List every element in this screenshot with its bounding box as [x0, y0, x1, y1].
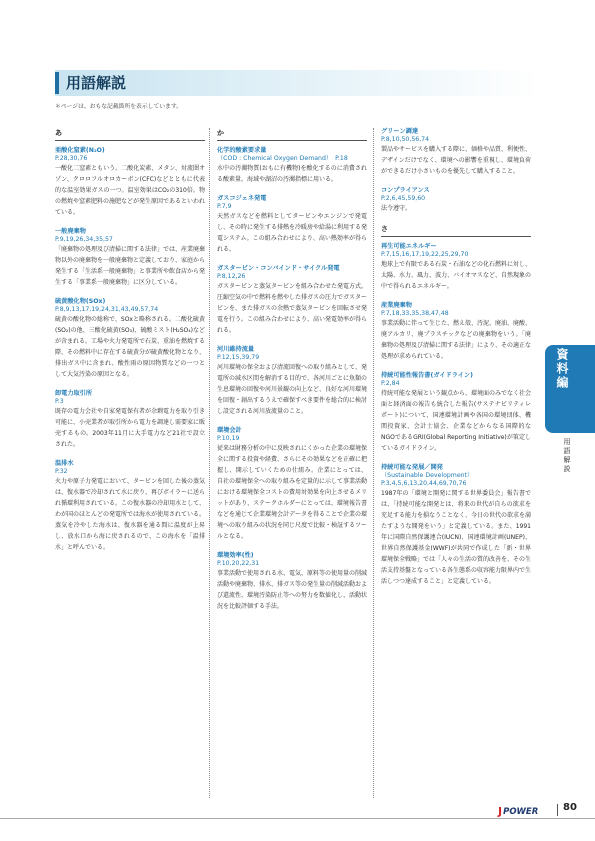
glossary-pages: P.8,9,13,17,19,24,31,43,49,57,74: [55, 306, 159, 313]
column-divider: [209, 128, 210, 798]
glossary-pages: （Sustainable Development） P.3,4,5,6,13,20,44,69,70,76: [381, 472, 477, 487]
glossary-description: 法令遵守。: [381, 205, 412, 212]
glossary-description: 河川環境の保全および清流回復への取り組みとして、発電所の減水区間を解消する目的で、各河川ごとに魚類の生息環境の回復や河川景観の向上など、良好な河川環境を回復・創出するうえで確保すべき要件を総合的に検討し設定される河川放流量のこと。: [217, 364, 368, 415]
glossary-entry: [217, 427, 367, 542]
glossary-description: 事業活動で使用される水、電気、原料等の使用量の削減活動や廃棄物、排水、排ガス等の発生量の削減活動および還流性、環境汚染防止等への努力を数値化し、活動状況を比較評価する手法。: [217, 570, 368, 610]
glossary-term: 化学的酸素要求量: [217, 147, 267, 154]
footer-rule: [0, 818, 595, 819]
glossary-pages: P.7,18,33,35,38,47,48: [381, 310, 449, 317]
glossary-pages: P.3: [55, 398, 64, 405]
logo-mark-icon: J: [498, 805, 503, 818]
glossary-term: 持続可能性報告書(ガイドライン): [381, 372, 473, 379]
glossary-term: 河川維持流量: [217, 346, 255, 353]
glossary-entry: [381, 464, 531, 587]
glossary-description: 地球上で有限である石炭・石油などの化石燃料に対し、太陽、水力、風力、波力、バイオマスなど、自然現象の中で得られるエネルギー。: [381, 261, 532, 290]
glossary-entry: [55, 147, 205, 218]
glossary-entry: [381, 128, 531, 177]
glossary-description: 「廃棄物の処理及び清掃に関する法律」では、産業廃棄物以外の廃棄物を一般廃棄物と定義しており、家庭から発生する「生活系一般廃棄物」と事業所や飲食店から発生する「事業系一般廃棄物」に区分している。: [55, 246, 206, 286]
glossary-term: 硫黄酸化物(SOx): [55, 298, 106, 305]
glossary-description: 事業活動に伴って生じた、燃え殻、汚泥、廃油、廃酸、廃アルカリ、廃プラスチックなどの廃棄物をいう。「廃棄物の処理及び清掃に関する法律」により、その適正な処理が求められている。: [381, 320, 532, 360]
glossary-column-1: [55, 128, 205, 563]
glossary-entry: [217, 552, 367, 612]
glossary-description: 火力や原子力発電において、タービンを回した後の蒸気は、復水器で冷却されて水に戻り、再びボイラーに送られ循環利用されている。この復水器の冷却用水として、わが国のほとんどの発電所では海水が使用されている。蒸気を冷やした海水は、復水器を通る間に温度が上昇し、放水口から海に戻されるので、この海水を「温排水」と呼んでいる。: [55, 478, 206, 551]
glossary-term: 産業廃棄物: [381, 302, 412, 309]
glossary-entry: [217, 265, 367, 336]
logo-text: POWER: [503, 806, 539, 817]
glossary-description: 硫黄の酸化物の総称で、SOxと略称される。二酸化硫黄(SO₂)の他、三酸化硫黄(SO₃)、硫酸ミスト(H₂SO₄)などが含まれる。工場や火力発電所で石炭、重油を燃焼する際、その燃料中に存在する硫黄分が硫黄酸化物となり、排出ガス中に含まれ、酸性雨の原因物質などの一つとして大気汚染の原因となる。: [55, 316, 206, 378]
glossary-pages: P.10,19: [217, 435, 240, 442]
glossary-pages: P.32: [55, 468, 68, 475]
column-divider: [373, 128, 374, 798]
title-band: [55, 70, 540, 96]
company-logo: [498, 805, 538, 818]
page-title: 用語解説: [66, 74, 127, 92]
glossary-pages: P.9,19,26,34,35,57: [55, 236, 113, 243]
kana-section-heading: さ: [381, 224, 531, 237]
glossary-term: 一般廃棄物: [55, 228, 86, 235]
glossary-description: 水中の汚濁物質(おもに有機物)を酸化するのに消費される酸素量。海域や湖沼の汚濁指標に用いる。: [217, 165, 367, 183]
page-note: ＊ページは、おもな記載箇所を表示しています。: [55, 104, 182, 110]
glossary-entry: [55, 460, 205, 553]
section-sub-label: 用語解説: [563, 438, 571, 474]
glossary-term: 再生可能エネルギー: [381, 243, 437, 250]
kana-section-heading: あ: [55, 128, 205, 141]
glossary-pages: P.7,15,16,17,19,22,25,29,70: [381, 251, 469, 258]
kana-section-heading: か: [217, 128, 367, 141]
glossary-term: 温排水: [55, 460, 74, 467]
glossary-description: 既存の電力会社や自家発電保有者が余剰電力を取り引き可能に、小売業者が取引所から電力を調達し需要家に販売するもの。2003年11月に大手電力など21社で設立された。: [55, 408, 206, 448]
glossary-description: 1987年の「環境と開発に関する世界委員会」報告書では、「持続可能な開発とは、将来の世代が自らの欲求を充足する能力を損なうことなく、今日の世代の欲求を満たすような開発をいう」と定義している。また、1991年に国際自然保護連合(IUCN)、国連環境計画(UNEP)、世界自然保護基金(WWF)が共同で作成した「新・世界環境保全戦略」では「人々の生活の質的改善を、その生活支持基盤となっている各生態系の収容能力限界内で生活しつつ達成すること」と定義している。: [381, 490, 532, 585]
glossary-term: 環境効率(性): [217, 552, 254, 559]
glossary-term: ガスタービン・コンバインド・サイクル発電: [217, 265, 340, 272]
glossary-term: 亜酸化窒素(N₂O): [55, 147, 105, 154]
glossary-entry: [55, 298, 205, 380]
glossary-entry: [55, 228, 205, 288]
glossary-pages: P.7,9: [217, 203, 232, 210]
glossary-term: グリーン調達: [381, 128, 419, 135]
glossary-description: 製品やサービスを購入する際に、価格や品質、利便性、デザインだけでなく、環境への影響を重視し、環境負荷ができるだけ小さいものを優先して購入すること。: [381, 146, 532, 175]
page-number-divider: [557, 804, 558, 816]
glossary-entry: [55, 390, 205, 450]
glossary-column-2: [217, 128, 367, 622]
glossary-description: ガスタービンと蒸気タービンを組み合わせた発電方式。圧縮空気の中で燃料を燃やした排ガスの圧力でガスタービンを、また排ガスの余熱で蒸気タービンを回転させ発電を行う。この組み合わせにより、高い発電効率が得られる。: [217, 283, 368, 334]
glossary-term: 環境会計: [217, 427, 242, 434]
title-accent-bar: [55, 72, 59, 94]
glossary-pages: P.10,20,22,31: [217, 560, 260, 567]
glossary-description: 従来は財務分析の中に反映されにくかった企業の環境保全に関する投資や経費、さらにその効果などを正確に把握し、開示していくための仕組み。企業にとっては、自社の環境保全への取り組みを定量的に示して事業活動における環境保全コストの費用対効果を向上させるメリットがあり、ステークホルダーにとっては、環境報告書などを通じて企業環境会計データを得ることで企業の環境への取り組みの状況を同じ尺度で比較・検証するツールとなる。: [217, 445, 368, 540]
glossary-term: コンプライアンス: [381, 187, 430, 194]
glossary-pages: P.28,30,76: [55, 155, 88, 162]
glossary-entry: [217, 147, 367, 185]
glossary-entry: [381, 243, 531, 292]
glossary-entry: [217, 195, 367, 255]
glossary-entry: [381, 372, 531, 454]
glossary-description: 一酸化二窒素ともいう。二酸化炭素、メタン、対流圏オゾン、クロロフルオロカーボン(CFC)などとともに代表的な温室効果ガスの一つ。温室効果はCO₂の310倍。物の燃焼や窒素肥料の施肥などが発生原因であるといわれている。: [55, 165, 206, 216]
glossary-entry: [217, 346, 367, 417]
glossary-pages: P.2,6,45,59,60: [381, 195, 426, 202]
glossary-pages: P.8,12,26: [217, 273, 246, 280]
glossary-pages: P.8,10,50,56,74: [381, 136, 430, 143]
glossary-entry: [381, 302, 531, 362]
glossary-term: 持続可能な発展／開発: [381, 464, 443, 471]
glossary-description: 天然ガスなどを燃料としてタービンやエンジンで発電し、その時に発生する排熱を冷暖房や給湯に利用する発電システム。この組み合わせにより、高い熱効率が得られる。: [217, 213, 368, 253]
glossary-entry: [381, 187, 531, 214]
glossary-term: 卸電力取引所: [55, 390, 93, 397]
page-number: 80: [563, 802, 577, 813]
section-tab-label: 資料編: [555, 348, 569, 390]
glossary-description: 持続可能な発展という観点から、環境面のみでなく社会面と経済面の報告も統合した報告(サステナビリティレポート)について、国連環境計画や各国の環境団体、機関投資家、会計士協会、企業などからなる国際的なNGOであるGRI(Global Reporting Initiative)が策定しているガイドライン。: [381, 390, 532, 452]
glossary-pages: P.2,84: [381, 380, 400, 387]
glossary-pages: P.12,15,39,79: [217, 354, 260, 361]
glossary-column-3: [381, 128, 531, 597]
glossary-term: ガスコジェネ発電: [217, 195, 267, 202]
glossary-pages: （COD : Chemical Oxygen Demand） P.18: [217, 155, 348, 162]
